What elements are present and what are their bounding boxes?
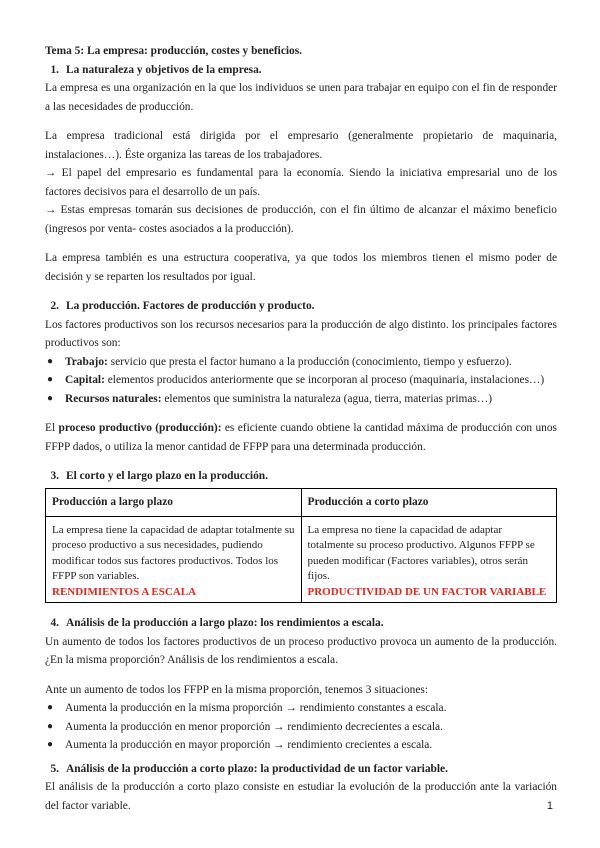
factors-list <box>45 353 557 409</box>
returns-item-text: Aumenta la producción en mayor proporción → rendimiento crecientes a escala. <box>65 739 433 751</box>
table-header-cell <box>46 488 302 516</box>
list-item <box>45 390 557 409</box>
factor-term: Trabajo: <box>65 355 108 368</box>
factor-text: elementos producidos anteriormente que se incorporan al proceso (maquinaria, instalaciones…) <box>104 374 545 386</box>
s1-paragraph-1: La empresa es una organización en la que los individuos se unen para trabajar en equipo con el fin de responder a las necesidades de producción. <box>45 82 557 113</box>
section-1-title: La naturaleza y objetivos de la empresa. <box>66 63 262 76</box>
section-5-number: 5. <box>50 762 59 775</box>
section-1-heading <box>45 61 557 80</box>
list-item <box>45 736 557 755</box>
factor-term: Recursos naturales: <box>65 392 162 405</box>
factor-term: Capital: <box>65 374 105 386</box>
bullet-icon: ● <box>47 720 54 732</box>
long-term-text: La empresa tiene la capacidad de adaptar totalmente su proceso productivo a sus necesidades, pudiendo modificar todos sus factores productivos. Todos los FFPP son variables. <box>52 523 295 582</box>
table-cell <box>301 516 557 603</box>
list-item <box>45 699 557 718</box>
section-2-number: 2. <box>50 300 59 312</box>
section-4-heading <box>45 614 557 633</box>
s1-paragraph-5: La empresa también es una estructura cooperativa, ya que todos los miembros tienen el mismo poder de decisión y se reparten los resultados por igual. <box>45 252 557 283</box>
table-row <box>46 516 557 603</box>
document-page <box>45 42 557 815</box>
s1-paragraph-4: → Estas empresas tomarán sus decisiones de producción, con el fin último de alcanzar el máximo beneficio (ingresos por venta- costes asociados a la producción). <box>45 204 557 235</box>
s4-paragraph-2: Ante un aumento de todos los FFPP en la misma proporción, tenemos 3 situaciones: <box>45 683 429 696</box>
document-title: Tema 5: La empresa: producción, costes y beneficios. <box>45 45 303 57</box>
returns-list <box>45 699 557 755</box>
bullet-icon: ● <box>47 374 54 385</box>
s2-intro: Los factores productivos son los recursos necesarios para la producción de algo distinto. los principales factores productivos son: <box>45 318 557 349</box>
bullet-icon: ● <box>47 355 54 367</box>
section-4-number: 4. <box>50 617 59 629</box>
bullet-icon: ● <box>47 702 54 713</box>
bullet-icon: ● <box>47 392 54 404</box>
table-header-row <box>46 488 557 516</box>
s4-paragraph-1: Un aumento de todos los factores productivos de un proceso productivo provoca un aumento de la producción. ¿En la misma proporción? Análisis de los rendimientos a escala. <box>45 635 557 666</box>
returns-item-text: Aumenta la producción en menor proporción → rendimiento decrecientes a escala. <box>65 720 443 733</box>
section-1-number: 1. <box>50 63 59 76</box>
table-cell <box>46 516 302 603</box>
section-3-number: 3. <box>50 470 59 482</box>
section-5-heading <box>45 760 557 779</box>
table-header-cell <box>301 488 557 516</box>
section-3-heading <box>45 467 557 486</box>
factor-text: servicio que presta el factor humano a la producción (conocimiento, tiempo y esfuerzo). <box>107 355 512 368</box>
list-item <box>45 718 557 737</box>
page-number: 1 <box>546 800 553 812</box>
s2-process-text: es eficiente cuando obtiene la cantidad máxima de producción con unos FFPP dados, o utiliza la menor cantidad de FFPP para una determinada producción. <box>45 422 557 453</box>
bullet-icon: ● <box>47 739 54 750</box>
short-term-highlight: PRODUCTIVIDAD DE UN FACTOR VARIABLE <box>307 585 547 598</box>
col-short-term-header: Producción a corto plazo <box>307 495 429 508</box>
section-2-heading <box>45 297 557 316</box>
short-term-text: La empresa no tiene la capacidad de adaptar totalmente su proceso productivo. Algunos FFPP se pueden modificar (Factores variables), otros serán fijos. <box>307 523 535 582</box>
s1-paragraph-2: La empresa tradicional está dirigida por el empresario (generalmente propietario de maquinaria, instalaciones…). Éste organiza las tareas de los trabajadores. <box>45 130 557 161</box>
comparison-table <box>45 488 557 604</box>
section-3-title: El corto y el largo plazo en la producción. <box>66 470 268 482</box>
col-long-term-header: Producción a largo plazo <box>52 495 173 508</box>
s2-process-pre: El <box>45 422 59 434</box>
section-2-title: La producción. Factores de producción y producto. <box>66 300 315 312</box>
long-term-highlight: RENDIMIENTOS A ESCALA <box>52 585 197 598</box>
s1-paragraph-3: → El papel del empresario es fundamental para la economía. Siendo la iniciativa empresarial uno de los factores decisivos para el desarrollo de un país. <box>45 167 557 198</box>
list-item <box>45 371 557 390</box>
s2-process-term: proceso productivo (producción): <box>58 422 222 434</box>
section-5-title: Análisis de la producción a corto plazo: la productividad de un factor variable. <box>66 762 448 775</box>
returns-item-text: Aumenta la producción en la misma proporción → rendimiento constantes a escala. <box>65 702 447 714</box>
list-item <box>45 353 557 372</box>
section-4-title: Análisis de la producción a largo plazo: los rendimientos a escala. <box>66 617 384 629</box>
s2-process-paragraph <box>45 419 557 456</box>
s5-paragraph-1: El análisis de la producción a corto plazo consiste en estudiar la evolución de la producción ante la variación del factor variable. <box>45 781 557 812</box>
factor-text: elementos que suministra la naturaleza (agua, tierra, materias primas…) <box>161 392 493 405</box>
